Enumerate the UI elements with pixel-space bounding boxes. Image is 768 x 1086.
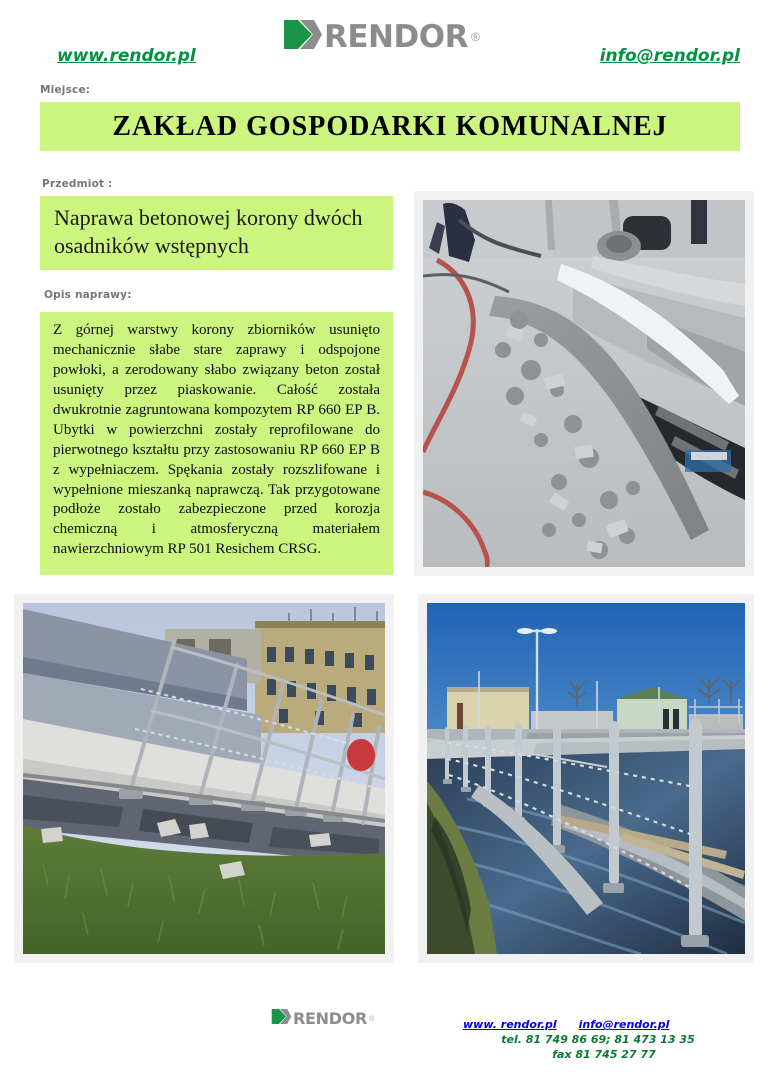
header-email-link[interactable]: info@rendor.pl [599, 46, 740, 66]
photo-top-right-image [423, 200, 745, 567]
footer-registered-trademark-icon: ® [369, 1015, 375, 1023]
footer-phone: tel. 81 749 86 69; 81 473 13 35 [501, 1033, 695, 1047]
photo-top-right [414, 191, 754, 576]
photo-bottom-right [418, 594, 754, 963]
footer-rendor-chevron-logo-icon [271, 1008, 292, 1030]
place-banner [40, 102, 740, 151]
subject-label: Przedmiot : [42, 178, 113, 190]
photo-bottom-left-image [23, 603, 385, 954]
footer-email-link[interactable]: info@rendor.pl [578, 1018, 670, 1031]
footer-contact-block [455, 1017, 735, 1063]
description-banner [40, 312, 393, 575]
subject-banner [40, 196, 393, 270]
footer-rendor-wordmark: RENDOR [293, 1009, 368, 1028]
photo-bottom-left [14, 594, 394, 963]
page-header [0, 0, 768, 78]
subject-value: Naprawa betonowej korony dwóch osadników wstępnych [54, 205, 363, 259]
description-value: Z górnej warstwy korony zbiorników usunięto mechanicznie słabe stare zaprawy i odspojone powłoki, a zerodowany słabo związany beton został usunięty przez piaskowanie. Całość została dwukrotnie zagruntowana kompozytem RP 660 EP B. Ubytki w powierzchni zostały reprofilowane do pierwotnego kształtu przy zastosowaniu RP 660 EP B z wypełniaczem. Spękania zostały rozszlifowane i wypełnione mieszanką naprawczą. Tak przygotowane podłoże zostało zabezpieczone przed korozja chemiczną i atmosferyczną materiałem nawierzchniowym RP 501 Resichem CRSG. [53, 322, 380, 558]
rendor-chevron-logo-icon [283, 18, 323, 56]
photo-bottom-right-image [427, 603, 745, 954]
place-label: Miejsce: [40, 84, 91, 96]
rendor-logo [283, 18, 480, 56]
footer-rendor-logo [271, 1008, 374, 1030]
registered-trademark-icon: ® [470, 30, 480, 44]
description-label: Opis naprawy: [44, 289, 132, 301]
footer-website-link[interactable]: www. rendor.pl [463, 1018, 557, 1031]
place-value: ZAKŁAD GOSPODARKI KOMUNALNEJ [112, 110, 668, 142]
header-website-link[interactable]: www.rendor.pl [57, 46, 196, 66]
rendor-wordmark: RENDOR [324, 18, 468, 55]
footer-fax: fax 81 745 27 77 [552, 1048, 656, 1062]
